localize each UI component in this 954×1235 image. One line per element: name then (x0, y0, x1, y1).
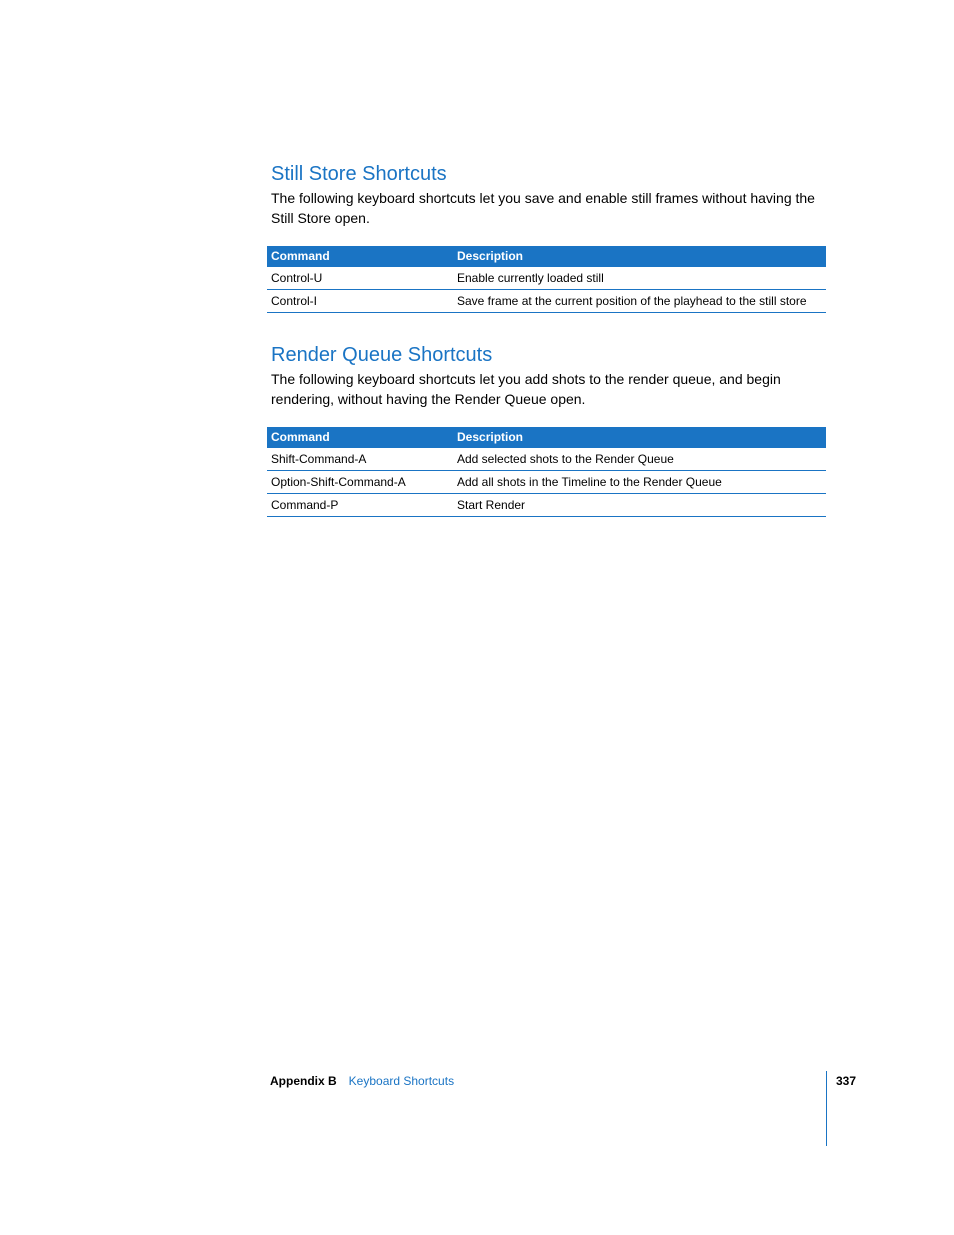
description-cell: Start Render (453, 494, 826, 517)
shortcuts-table (267, 427, 826, 517)
command-cell: Shift-Command-A (267, 448, 453, 471)
description-cell: Enable currently loaded still (453, 267, 826, 290)
command-cell: Option-Shift-Command-A (267, 471, 453, 494)
command-column-header: Command (267, 246, 453, 267)
description-cell: Add selected shots to the Render Queue (453, 448, 826, 471)
footer-chapter-link[interactable]: Keyboard Shortcuts (348, 1074, 455, 1088)
section-intro: The following keyboard shortcuts let you save and enable still frames without having the Still Store open. (271, 190, 815, 226)
table-row (267, 290, 826, 313)
command-cell: Control-U (267, 267, 453, 290)
footer-divider (826, 1071, 827, 1146)
table-row (267, 448, 826, 471)
render-queue-section (267, 343, 826, 517)
still-store-section (267, 162, 826, 313)
table-row (267, 494, 826, 517)
page-number: 337 (836, 1074, 857, 1088)
table-row (267, 267, 826, 290)
section-title: Render Queue Shortcuts (271, 344, 493, 366)
table-row (267, 471, 826, 494)
section-intro: The following keyboard shortcuts let you add shots to the render queue, and begin rendering, without having the Render Queue open. (271, 371, 781, 407)
table-header-row (267, 427, 826, 448)
command-cell: Command-P (267, 494, 453, 517)
description-column-header: Description (453, 246, 826, 267)
page-footer (270, 1072, 454, 1090)
description-column-header: Description (453, 427, 826, 448)
shortcuts-table (267, 246, 826, 313)
description-cell: Save frame at the current position of the playhead to the still store (453, 290, 826, 313)
footer-appendix-label: Appendix B (270, 1074, 337, 1088)
command-column-header: Command (267, 427, 453, 448)
description-cell: Add all shots in the Timeline to the Render Queue (453, 471, 826, 494)
command-cell: Control-I (267, 290, 453, 313)
table-header-row (267, 246, 826, 267)
section-title: Still Store Shortcuts (271, 163, 447, 185)
